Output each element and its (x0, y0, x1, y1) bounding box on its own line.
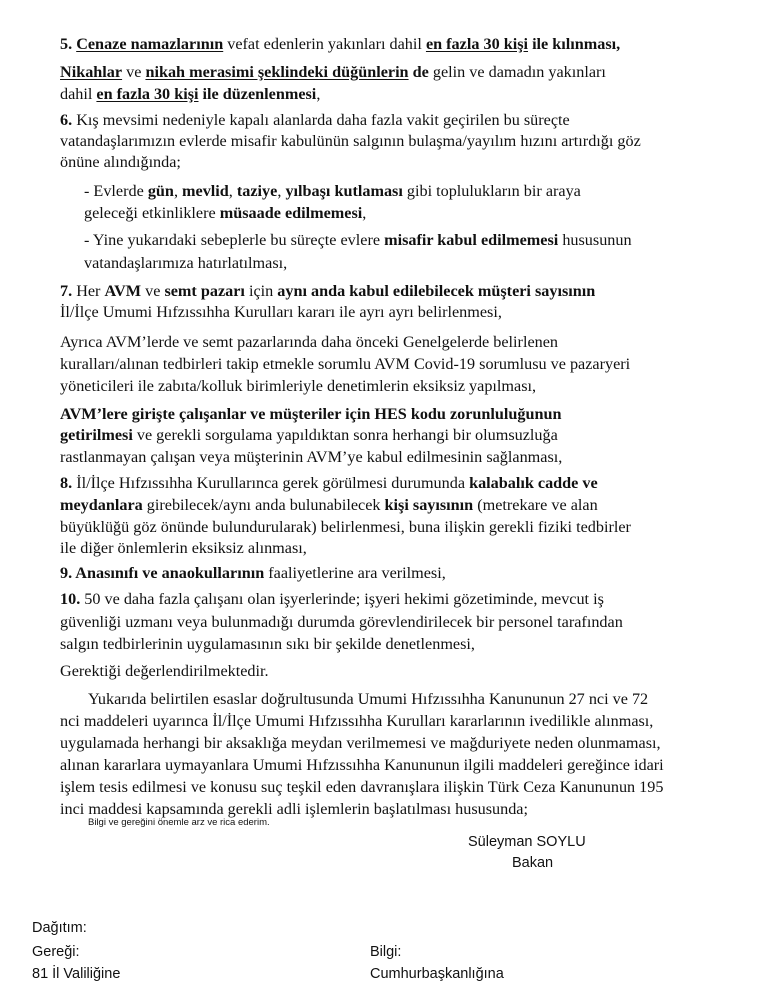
bold-text: semt pazarı (164, 282, 245, 300)
text: Kış mevsimi nedeniyle kapalı alanlarda daha fazla vakit geçirilen bu süreçte (72, 111, 570, 129)
bold-text: müsaade edilmemesi (219, 204, 363, 222)
text: , (277, 182, 286, 200)
text: ve gerekli sorgulama yapıldıktan sonra herhangi bir olumsuzluğa (132, 426, 558, 444)
text: İl/İlçe Hıfzıssıhha Kurullarınca gerek görülmesi durumunda (72, 474, 470, 492)
signature-title: Bakan (512, 855, 554, 871)
distribution-bilgi-label: Bilgi: (370, 944, 402, 960)
item-5-line-2 (60, 62, 606, 82)
bold-text: taziye (236, 182, 278, 200)
bold-text: ile düzenlenmesi (198, 85, 317, 103)
item-10-line-1 (60, 589, 604, 609)
text: ve (141, 282, 165, 300)
item-7-para-2-line-1: Ayrıca AVM’lerde ve semt pazarlarında daha önceki Genelgelerde belirlenen (60, 333, 558, 351)
item-10-line-3: salgın tedbirlerinin uygulamasının sıkı bir şekilde denetlenmesi, (60, 635, 475, 653)
text: faaliyetlerine ara verilmesi, (264, 564, 446, 582)
text: girebilecek/aynı anda bulunabilecek (142, 496, 385, 514)
bold-text: gün (147, 182, 174, 200)
item-6-bullet-2-line-2: vatandaşlarımıza hatırlatılması, (84, 254, 288, 272)
bold-text: de (408, 63, 429, 81)
text: vefat edenlerin yakınları dahil (223, 35, 426, 53)
item-number: 7. (60, 282, 73, 300)
text: 50 ve daha fazla çalışanı olan işyerlerinde; işyeri hekimi gözetiminde, mevcut iş (80, 590, 604, 608)
closing-line-4: alınan kararlara uymayanlara Umumi Hıfzıssıhha Kanununun ilgili maddeleri gereğince idari (60, 756, 664, 774)
item-6-line-3: önüne alındığında; (60, 153, 181, 171)
closing-small-note: Bilgi ve gereğini önemle arz ve rica ederim. (88, 817, 270, 828)
item-7-para-3-line-2 (60, 425, 558, 445)
item-6-bullet-1-line-2 (84, 203, 366, 223)
item-7-para-2-line-3: yöneticileri ile zabıta/kolluk birimleriyle denetimlerin eksiksiz yapılması, (60, 377, 537, 395)
text: - Yine yukarıdaki sebeplerle bu süreçte evlere (84, 231, 385, 249)
distribution-heading: Dağıtım: (32, 920, 87, 936)
bold-text: meydanlara (60, 496, 143, 514)
item-number: 6. (60, 111, 73, 129)
text: , (173, 182, 183, 200)
item-number: 9. (60, 564, 73, 582)
text: için (244, 282, 278, 300)
item-5-line-3 (60, 84, 320, 104)
gerektigi-line: Gerektiği değerlendirilmektedir. (60, 662, 269, 680)
bold-underlined-text: en fazla 30 kişi (425, 35, 529, 53)
distribution-bilgi-value: Cumhurbaşkanlığına (370, 966, 504, 982)
text: (metrekare ve alan (473, 496, 598, 514)
distribution-geregi-label: Gereği: (32, 944, 80, 960)
closing-line-6: inci maddesi kapsamında gerekli adli işlemlerin başlatılması hususunda; (60, 800, 528, 818)
item-6-line-1 (60, 110, 570, 130)
text: gibi toplulukların bir araya (402, 182, 581, 200)
item-6-line-2: vatandaşlarımızın evlerde misafir kabulünün salgının bulaşma/yayılım hızını artırdığı göz (60, 132, 641, 150)
item-number: 8. (60, 474, 73, 492)
text: - Evlerde (84, 182, 148, 200)
bold-text: kalabalık cadde ve (469, 474, 598, 492)
bold-text: ile kılınması, (528, 35, 621, 53)
closing-line-3: uygulamada herhangi bir aksaklığa meydan verilmemesi ve mağduriyete neden olunmaması, (60, 734, 661, 752)
item-7-para-3-line-3: rastlanmayan çalışan veya müşterinin AVM’ye kabul edilmesinin sağlanması, (60, 448, 563, 466)
bold-text: Anasınıfı ve anaokullarının (72, 564, 265, 582)
text: dahil (60, 85, 97, 103)
signature-name: Süleyman SOYLU (468, 834, 586, 850)
text: , (362, 204, 367, 222)
text: gelin ve damadın yakınları (428, 63, 606, 81)
item-6-bullet-1-line-1 (84, 181, 581, 201)
closing-line-2: nci maddeleri uyarınca İl/İlçe Umumi Hıfzıssıhha Kurulları kararlarının ivedilikle alınması, (60, 712, 654, 730)
text: , (228, 182, 237, 200)
bold-text: AVM (104, 282, 142, 300)
bold-underlined-text: Cenaze namazlarının (76, 35, 224, 53)
bold-text: misafir kabul edilmemesi (384, 231, 559, 249)
item-8-line-3: büyüklüğü göz önünde bulundurularak) belirlenmesi, buna ilişkin gerekli fiziki tedbirler (60, 518, 631, 536)
closing-line-1: Yukarıda belirtilen esaslar doğrultusunda Umumi Hıfzıssıhha Kanununun 27 nci ve 72 (88, 690, 649, 708)
text: hususunun (558, 231, 632, 249)
bold-underlined-text: nikah merasimi şeklindeki düğünlerin (145, 63, 409, 81)
bold-underlined-text: Nikahlar (60, 63, 123, 81)
bold-text: mevlid (182, 182, 229, 200)
bold-text: getirilmesi (60, 426, 133, 444)
item-7-para-2-line-2: kuralları/alınan tedbirleri takip etmekle sorumlu AVM Covid-19 sorumlusu ve pazaryeri (60, 355, 631, 373)
bold-underlined-text: en fazla 30 kişi (96, 85, 199, 103)
item-9-line-1 (60, 563, 446, 583)
text: geleceği etkinliklere (84, 204, 220, 222)
closing-line-5: işlem tesis edilmesi ve konusu suç teşkil eden davranışlara ilişkin Türk Ceza Kanununun 195 (60, 778, 664, 796)
item-10-line-2: güvenliği uzmanı veya bulunmadığı durumda görevlendirilecek bir personel tarafından (60, 613, 623, 631)
bold-text: aynı anda kabul edilebilecek müşteri sayısının (277, 282, 596, 300)
distribution-geregi-value: 81 İl Valiliğine (32, 966, 121, 982)
item-7-line-1 (60, 281, 595, 301)
bold-text: kişi sayısının (384, 496, 474, 514)
item-5-line-1 (60, 34, 620, 54)
item-8-line-4: ile diğer önlemlerin eksiksiz alınması, (60, 539, 307, 557)
bold-text: yılbaşı kutlaması (285, 182, 403, 200)
text: Her (72, 282, 105, 300)
item-8-line-2 (60, 495, 598, 515)
item-8-line-1 (60, 473, 598, 493)
text: ve (122, 63, 146, 81)
item-7-line-2: İl/İlçe Umumi Hıfzıssıhha Kurulları kararı ile ayrı ayrı belirlenmesi, (60, 303, 502, 321)
item-6-bullet-2-line-1 (84, 230, 632, 250)
text: , (316, 85, 321, 103)
item-7-para-3-line-1: AVM’lere girişte çalışanlar ve müşteriler için HES kodu zorunluluğunun (60, 405, 562, 423)
item-number: 10. (60, 590, 81, 608)
item-number: 5. (60, 35, 73, 53)
